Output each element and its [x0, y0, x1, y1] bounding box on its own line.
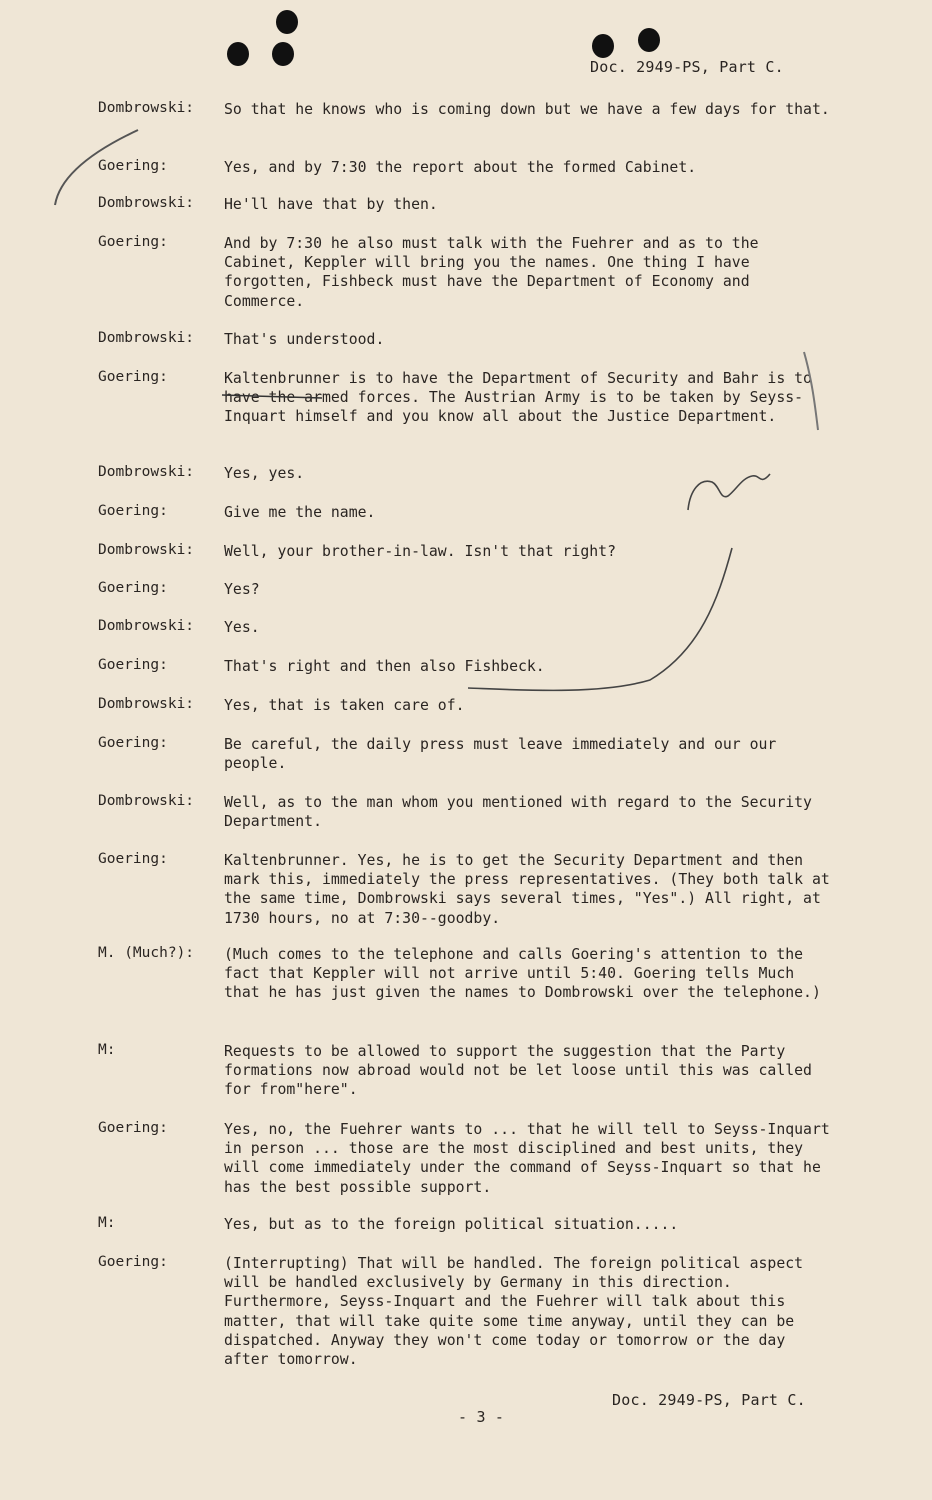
speaker-label: Dombrowski: — [98, 330, 195, 346]
speaker-label: M: — [98, 1042, 116, 1058]
speaker-label: Dombrowski: — [98, 100, 195, 116]
speaker-label: Goering: — [98, 735, 168, 751]
speaker-label: Dombrowski: — [98, 696, 195, 712]
punch-hole — [592, 34, 614, 58]
speaker-label: Goering: — [98, 158, 168, 174]
dialogue-text: Yes, but as to the foreign political situation..... — [224, 1216, 679, 1233]
speaker-label: Goering: — [98, 369, 168, 385]
speaker-label: Dombrowski: — [98, 195, 195, 211]
dialogue-text: Requests to be allowed to support the suggestion that the Party formations now abroad would not be let loose until this was called for from"here". — [224, 1043, 812, 1099]
speaker-label: Goering: — [98, 580, 168, 596]
dialogue-text: (Interrupting) That will be handled. The foreign political aspect will be handled exclusively by Germany in this direction. Furthermore, Seyss-Inquart and the Fuehrer will talk about this matter, that will take quite some time anyway, until they can be dispatched. Anyway they won't come today or tomorrow or the day after tomorrow. — [224, 1255, 804, 1369]
dialogue-text: Well, your brother-in-law. Isn't that right? — [224, 543, 616, 560]
dialogue-text: Yes, no, the Fuehrer wants to ... that he will tell to Seyss-Inquart in person ... those are the most disciplined and best units, they will come immediately under the command of Seyss-Inquart so that he has the best possible support. — [224, 1121, 830, 1196]
dialogue-text: Give me the name. — [224, 504, 376, 521]
speaker-label: Goering: — [98, 234, 168, 250]
page-number: - 3 - — [458, 1408, 505, 1426]
dialogue-text: Yes, yes. — [224, 465, 305, 482]
speaker-label: Dombrowski: — [98, 464, 195, 480]
speaker-label: Goering: — [98, 1120, 168, 1136]
speaker-label: Dombrowski: — [98, 793, 195, 809]
dialogue-text: Yes, and by 7:30 the report about the formed Cabinet. — [224, 159, 697, 176]
dialogue-text: Well, as to the man whom you mentioned with regard to the Security Department. — [224, 794, 812, 831]
speaker-label: M. (Much?): — [98, 945, 195, 961]
speaker-label: Dombrowski: — [98, 618, 195, 634]
dialogue-text: Yes, that is taken care of. — [224, 697, 465, 714]
dialogue-text: That's right and then also Fishbeck. — [224, 658, 545, 675]
speaker-label: M: — [98, 1215, 116, 1231]
dialogue-text: He'll have that by then. — [224, 196, 438, 213]
speaker-label: Goering: — [98, 851, 168, 867]
punch-hole — [276, 10, 298, 34]
dialogue-text: Kaltenbrunner is to have the Department of Security and Bahr is to have the armed forces. The Austrian Army is to be taken by Seyss-Inquart himself and you know all about the Justice Department. — [224, 370, 812, 426]
dialogue-text: That's understood. — [224, 331, 385, 348]
speaker-label: Goering: — [98, 1254, 168, 1270]
dialogue-text: (Much comes to the telephone and calls Goering's attention to the fact that Keppler will not arrive until 5:40. Goering tells Much that he has just given the names to Dombrowski over the telephone.) — [224, 946, 821, 1002]
dialogue-text: Yes? — [224, 581, 260, 598]
punch-hole — [227, 42, 249, 66]
dialogue-text: So that he knows who is coming down but we have a few days for that. — [224, 101, 830, 118]
dialogue-text: And by 7:30 he also must talk with the Fuehrer and as to the Cabinet, Keppler will bring you the names. One thing I have forgotten, Fishbeck must have the Department of Economy and Commerce. — [224, 235, 759, 310]
speaker-label: Goering: — [98, 503, 168, 519]
dialogue-text: Be careful, the daily press must leave immediately and our our people. — [224, 736, 777, 773]
punch-hole — [272, 42, 294, 66]
footer-doc-reference: Doc. 2949-PS, Part C. — [612, 1391, 806, 1409]
speaker-label: Goering: — [98, 657, 168, 673]
punch-hole — [638, 28, 660, 52]
dialogue-text: Kaltenbrunner. Yes, he is to get the Security Department and then mark this, immediately the press representatives. (They both talk at the same time, Dombrowski says several times, "Yes".) All right, at 1730 hours, no at 7:30--goodby. — [224, 852, 830, 927]
speaker-label: Dombrowski: — [98, 542, 195, 558]
header-doc-reference: Doc. 2949-PS, Part C. — [590, 58, 784, 76]
dialogue-text: Yes. — [224, 619, 260, 636]
